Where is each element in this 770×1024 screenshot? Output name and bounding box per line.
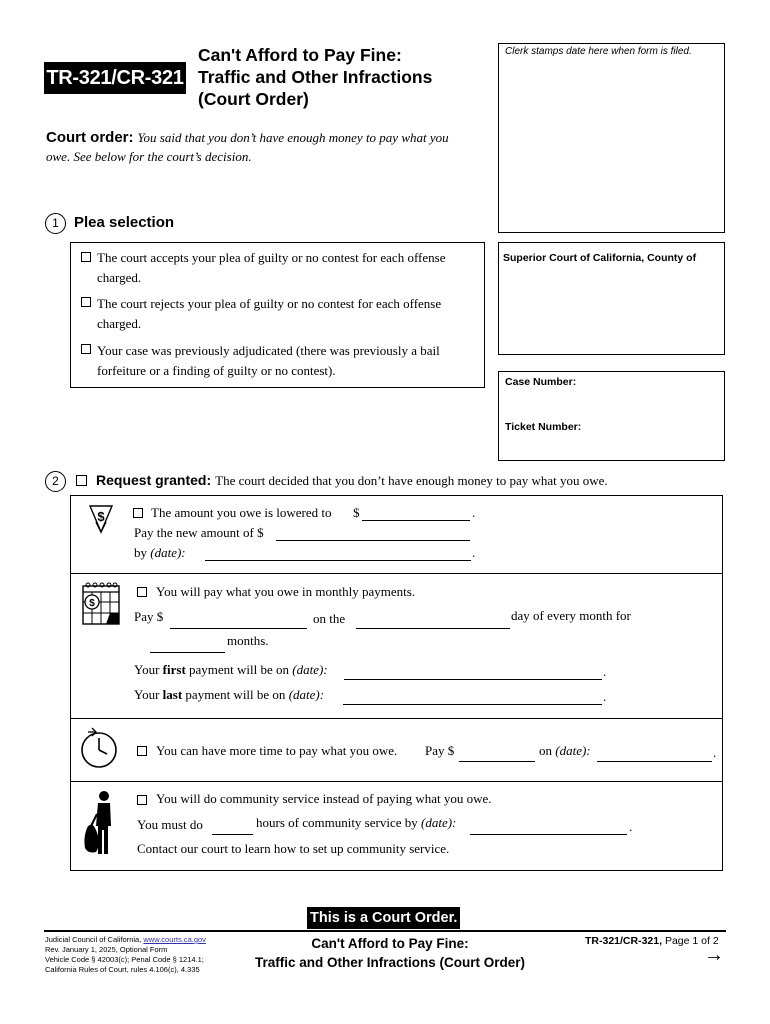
divider-2 <box>70 718 723 719</box>
plea-reject-text <box>97 294 441 334</box>
monthly-on-the-label: on the <box>313 611 346 626</box>
monthly-payments-checkbox[interactable] <box>137 587 147 597</box>
community-hours-text <box>256 815 456 831</box>
court-county-box[interactable] <box>498 242 725 355</box>
by-date-period: . <box>472 545 476 560</box>
clerk-stamp-label: Clerk stamps date here when form is filed. <box>505 46 692 57</box>
section-1-title: Plea selection <box>74 214 175 231</box>
form-title <box>198 44 432 110</box>
first-bold: first <box>162 662 186 677</box>
footer-left-line-1 <box>45 935 206 945</box>
community-service-icon <box>80 790 120 863</box>
more-time-text: You can have more time to pay what you owe. <box>156 743 398 758</box>
first-post: payment will be on <box>185 662 293 677</box>
community-date-label: (date): <box>421 815 457 830</box>
divider-3 <box>70 781 723 782</box>
more-time-on: on <box>539 743 552 758</box>
community-date-field[interactable] <box>470 834 627 835</box>
footer-page-info <box>585 935 719 947</box>
footer-center <box>230 934 550 972</box>
plea-reject-checkbox[interactable] <box>81 297 91 307</box>
last-date-label: (date): <box>288 687 325 702</box>
court-order-intro <box>46 128 496 166</box>
footer-page-number: Page 1 of 2 <box>664 935 719 947</box>
plea-accept-line-1: The court accepts your plea of guilty or no contest for each offense <box>97 250 446 265</box>
more-time-checkbox[interactable] <box>137 746 147 756</box>
last-bold: last <box>162 687 183 702</box>
court-order-banner: This is a Court Order. <box>307 907 460 929</box>
more-time-date-field[interactable] <box>597 761 712 762</box>
plea-accept-line-2: charged. <box>97 270 142 285</box>
svg-text:$: $ <box>89 598 95 609</box>
court-county-label: Superior Court of California, County of <box>503 252 697 264</box>
footer-rule <box>44 930 726 932</box>
plea-accept-text <box>97 248 445 288</box>
calendar-icon <box>80 580 122 631</box>
request-granted-heading <box>96 472 608 490</box>
community-hours-field[interactable] <box>212 834 253 835</box>
section-1-number: 1 <box>45 213 66 234</box>
footer-center-line-2: Traffic and Other Infractions (Court Order) <box>254 955 526 970</box>
footer-left-line-3: Vehicle Code § 42003(c); Penal Code § 1214.1; <box>45 955 204 964</box>
footer-courts-link[interactable]: www.courts.ca.gov <box>143 935 206 944</box>
community-contact-text: Contact our court to learn how to set up community service. <box>137 841 450 856</box>
plea-adjudicated-text <box>97 341 440 381</box>
monthly-pay-label: Pay $ <box>134 609 164 624</box>
request-granted-subtitle: The court decided that you don’t have enough money to pay what you owe. <box>215 473 608 488</box>
monthly-months-label: months. <box>227 633 269 648</box>
clerk-stamp-box <box>498 43 725 233</box>
first-payment-date-field[interactable] <box>344 679 602 680</box>
by-date-field[interactable] <box>205 560 471 561</box>
request-granted-title: Request granted: <box>96 472 212 488</box>
community-period: . <box>629 819 633 834</box>
plea-adjudicated-line-2: forfeiture or a finding of guilty or no contest). <box>97 363 336 378</box>
divider-1 <box>70 573 723 574</box>
ticket-number-label: Ticket Number: <box>505 421 582 433</box>
svg-text:$: $ <box>97 509 105 524</box>
court-order-text-2: owe. See below for the court’s decision. <box>46 149 252 164</box>
first-pre: Your <box>134 662 163 677</box>
clock-icon <box>80 726 120 775</box>
monthly-months-field[interactable] <box>150 652 225 653</box>
footer-left-line-4: California Rules of Court, rules 4.106(c), 4.335 <box>45 965 200 974</box>
last-payment-date-field[interactable] <box>343 704 602 705</box>
plea-reject-line-2: charged. <box>97 316 142 331</box>
plea-adjudicated-line-1: Your case was previously adjudicated (there was previously a bail <box>97 343 440 358</box>
amount-lowered-dollar: $ <box>353 505 360 520</box>
amount-lowered-text: The amount you owe is lowered to <box>151 505 332 520</box>
footer-council: Judicial Council of California, <box>45 935 144 944</box>
more-time-amount-field[interactable] <box>459 761 535 762</box>
last-payment-text <box>134 687 324 703</box>
monthly-day-of-month-label: day of every month for <box>511 608 631 623</box>
first-payment-text <box>134 662 328 678</box>
footer-left-line-2: Rev. January 1, 2025, Optional Form <box>45 945 168 954</box>
more-time-date-label: (date): <box>555 743 591 758</box>
title-line-3: (Court Order) <box>198 89 309 109</box>
more-time-pay-label: Pay $ <box>425 743 455 758</box>
title-line-2: Traffic and Other Infractions <box>198 67 433 87</box>
monthly-payments-text: You will pay what you owe in monthly payments. <box>156 584 416 599</box>
new-amount-field[interactable] <box>276 540 470 541</box>
monthly-day-field[interactable] <box>356 628 510 629</box>
case-ticket-box[interactable] <box>498 371 725 461</box>
by-text: by <box>134 545 147 560</box>
plea-reject-line-1: The court rejects your plea of guilty or no contest for each offense <box>97 296 442 311</box>
by-date-label: (date): <box>150 545 186 560</box>
dollar-down-icon <box>86 502 116 541</box>
community-service-checkbox[interactable] <box>137 795 147 805</box>
next-page-arrow-icon[interactable]: → <box>704 944 724 966</box>
amount-lowered-period: . <box>472 505 476 520</box>
monthly-pay-amount-field[interactable] <box>170 628 307 629</box>
plea-adjudicated-checkbox[interactable] <box>81 344 91 354</box>
request-granted-checkbox[interactable] <box>76 475 87 486</box>
amount-lowered-field[interactable] <box>362 520 470 521</box>
first-date-label: (date): <box>292 662 328 677</box>
community-hours-label: hours of community service by <box>256 815 418 830</box>
last-payment-period: . <box>603 689 607 704</box>
footer-center-line-1: Can't Afford to Pay Fine: <box>311 936 469 951</box>
amount-lowered-checkbox[interactable] <box>133 508 143 518</box>
by-date-text <box>134 545 186 561</box>
new-amount-text: Pay the new amount of $ <box>134 525 264 540</box>
last-post: payment will be on <box>182 687 289 702</box>
footer-form-id: TR-321/CR-321, <box>585 935 663 947</box>
more-time-on-date <box>539 743 591 759</box>
case-number-label: Case Number: <box>505 376 577 388</box>
last-pre: Your <box>134 687 163 702</box>
community-service-text: You will do community service instead of paying what you owe. <box>156 791 492 806</box>
court-order-label: Court order: <box>46 129 134 146</box>
must-do-label: You must do <box>137 817 203 832</box>
court-order-text-1: You said that you don’t have enough money to pay what you <box>137 130 449 145</box>
first-payment-period: . <box>603 664 607 679</box>
footer-left <box>45 935 206 975</box>
form-id-badge: TR-321/CR-321 <box>44 62 186 94</box>
title-line-1: Can't Afford to Pay Fine: <box>198 45 402 65</box>
more-time-period: . <box>713 745 717 760</box>
plea-accept-checkbox[interactable] <box>81 252 91 262</box>
section-2-number: 2 <box>45 471 66 492</box>
